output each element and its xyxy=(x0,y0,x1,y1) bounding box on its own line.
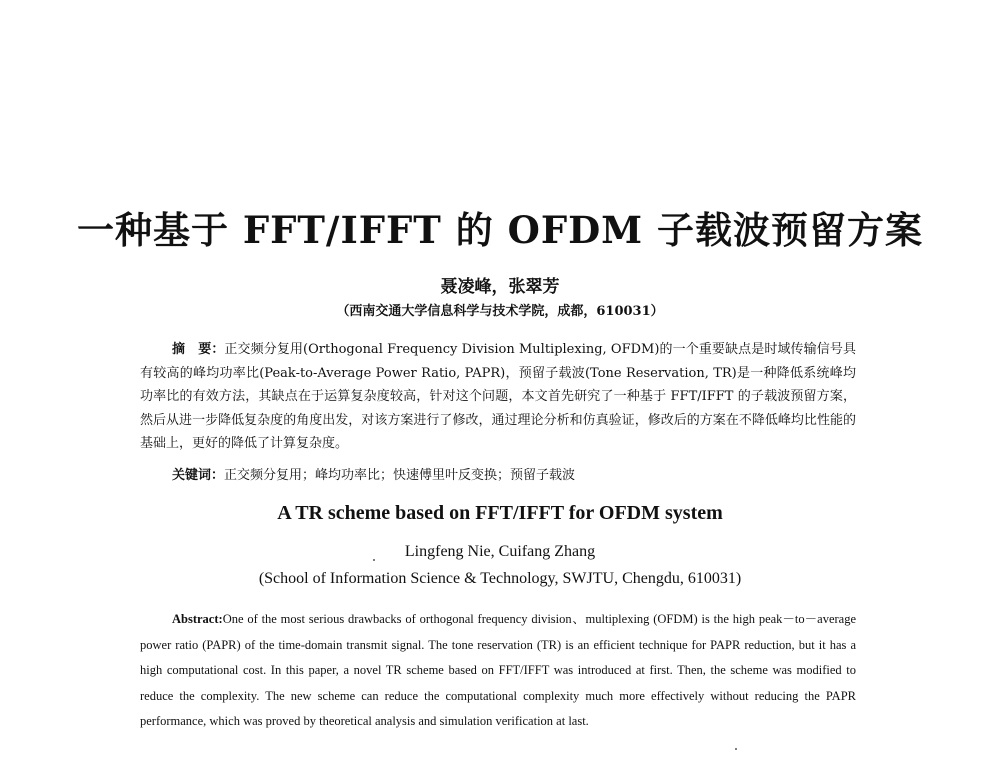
chinese-abstract xyxy=(140,338,856,456)
english-authors: Lingfeng Nie, Cuifang Zhang xyxy=(404,543,596,560)
chinese-affiliation: （西南交通大学信息科学与技术学院，成都，610031） xyxy=(336,304,664,319)
chinese-authors: 聂凌峰，张翠芳 xyxy=(440,277,560,297)
english-abstract-paragraph xyxy=(140,607,856,735)
chinese-title: 一种基于 FFT/IFFT 的 OFDM 子载波预留方案 xyxy=(76,208,924,252)
english-affiliation: (School of Information Science & Technology, SWJTU, Chengdu, 610031) xyxy=(258,570,742,587)
english-title: A TR scheme based on FFT/IFFT for OFDM system xyxy=(277,502,723,524)
scan-speck xyxy=(735,748,737,750)
chinese-keywords xyxy=(140,466,856,486)
chinese-keywords-text: 正交频分复用；峰均功率比；快速傅里叶反变换；预留子载波 xyxy=(224,468,576,483)
english-abstract-text: One of the most serious drawbacks of orthogonal frequency division、multiplexing (OFDM) is the high peak－to－average power ratio (PAPR) of the time-domain transmit signal. The tone reservation (TR) is an efficient technique for PAPR reduction, but it has a high computational cost. In this paper, a novel TR scheme based on FFT/IFFT was introduced at first. Then, the scheme was modified to reduce the complexity. The new scheme can reduce the computational complexity much more effectively without reducing the PAPR performance, which was proved by theoretical analysis and simulation verification at last. xyxy=(140,612,856,729)
english-abstract xyxy=(140,607,856,735)
chinese-abstract-text: 正交频分复用(Orthogonal Frequency Division Multiplexing, OFDM)的一个重要缺点是时域传输信号具有较高的峰均功率比(Peak-to-Average Power Ratio, PAPR)，预留子载波(Tone Reservation, TR)是一种降低系统峰均功率比的有效方法，其缺点在于运算复杂度较高，针对这个问题，本文首先研究了一种基于 FFT/IFFT 的子载波预留方案，然后从进一步降低复杂度的角度出发，对该方案进行了修改，通过理论分析和仿真验证，修改后的方案在不降低峰均比性能的基础上，更好的降低了计算复杂度。 xyxy=(140,342,856,451)
chinese-abstract-paragraph xyxy=(140,338,856,456)
chinese-abstract-label: 摘 要： xyxy=(172,342,225,357)
chinese-keywords-label: 关键词： xyxy=(172,468,225,483)
english-abstract-label: Abstract: xyxy=(172,612,223,626)
scan-speck xyxy=(373,559,375,561)
